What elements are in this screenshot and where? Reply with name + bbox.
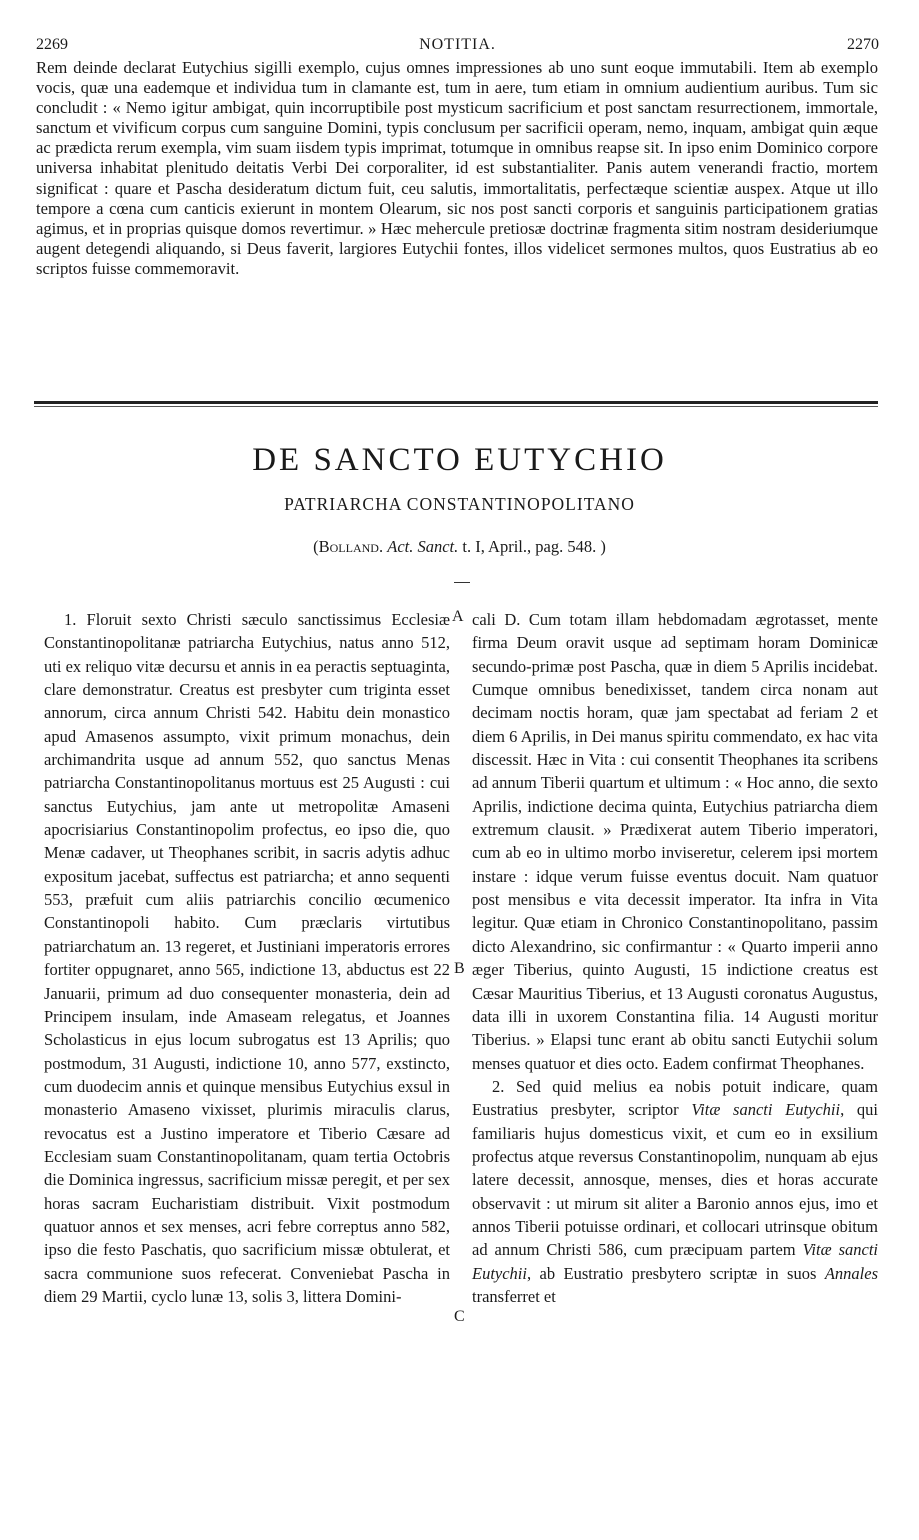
running-title: NOTITIA. [419, 36, 496, 53]
paragraph-2 [472, 1075, 878, 1308]
paragraph-2-text-c: , ab Eustratio presbytero scriptæ in suos [526, 1263, 825, 1283]
paragraph-2-text-a: 2. Sed quid melius ea nobis potuit indicare, quam Eustratius presbyter, scriptor [472, 1076, 878, 1120]
paragraph-1-continued: cali D. Cum totam illam hebdomadam ægrotasset, mente firma Deum oravit usque ad septimam horam Dominicæ secundo-primæ post Pascha, quæ in diem 5 Aprilis incidebat. Cumque omnibus benedixisset, tandem circa nonam aut decimam noctis horam, quæ jam spectabat ad feriam 2 et diem 6 Aprilis, in Dei manus spiritu commendato, ex hac vita discessit. Hæc in Vita : cui consentit Theophanes ita scribens ad annum Tiberii quartum et ultimum : « Hoc anno, die sexto Aprilis, indictione decima quinta, Eutychius patriarcha diem extremum clausit. » Prædixerat autem Tiberio imperatori, cum ab eo in ultimo morbo inviseretur, celerem ipsi mortem instare : idque verum fuisse eventus docuit. Nam quatuor post mensibus e vita decessit imperator. Ita infra in Vita legitur. Quæ etiam in Chronico Constantinopolitano, passim dicto Alexandrino, sic confirmantur : « Quarto imperii anno æger Tiberius, quinto Augusti, 15 indictione creatus est Cæsar Mauritius Tiberius, et 13 Augusti coronatus Augustus, data illi in uxorem Constantina filia. 14 Augusti moritur Tiberius. » Elapsi tunc erant ab obitu sancti Eutychii solum menses quatuor et dies octo. Eadem confirmat Theophanes. [472, 610, 879, 1073]
margin-marker-c: C [454, 1308, 465, 1325]
left-column [44, 608, 450, 1308]
short-rule [454, 582, 470, 583]
annales-italic: Annales [824, 1263, 878, 1283]
work-title-italic: Vitæ sancti Eutychii [691, 1100, 841, 1120]
ref-author: Bolland. [318, 537, 384, 556]
work-title-italic-2: Vitæ sancti Eutychii [472, 1240, 878, 1283]
source-reference [0, 537, 919, 557]
margin-marker-b: B [454, 960, 465, 977]
paragraph-2-text-b: , qui familiaris hujus domesticus vixit, et cum eo in exsilium profectus atque reversus Constantinopolim, nunquam ab ejus latere decessit, annosque, menses, dies et horas accurate observavit : ut mirum sit aliter a Baronio annos ejus, imo et annos Tiberii potuisse ordinari, et collocari utrinsque obitum ad annum Christi 586, cum præcipuam partem [472, 1100, 879, 1260]
continued-paragraph: Rem deinde declarat Eutychius sigilli exemplo, cujus omnes impressiones ab uno sunt eoque immutabili. Item ab exemplo vocis, quæ una eademque et individua tum in clamante est, tum in aere, tum etiam in omnium audientium auribus. Tum sic concludit : « Nemo igitur ambigat, quin incorruptibile post mysticum sacrificium et post sanctam resurrectionem, immortale, sanctum et vivificum corpus cum sanguine Domini, typis conclusum per sacrificii operam, nemo, inquam, ambigat quin æque ac prædicta rerum exempla, vim suam iisdem typis imprimat, totumque in omnibus reapse sit. In ipso enim Dominico corpore universa inhabitat plenitudo deitatis Verbi Dei corporaliter, id est substantialiter. Panis autem venerandi fractio, mortem significat : quare et Pascha desideratum dictum fuit, ceu salutis, immortalitatis, perfectæque scientiæ auspex. Atque ut illo tempore a cœna cum canticis exierunt in montem Olearum, sic nos post sancti corporis et sanguinis participationem gratias agimus, et in proprias quisque domos revertimur. » Hæc mehercule pretiosæ doctrinæ fragmenta sitim nostram desideriumque augent detegendi aliquando, si Deus faverit, largiores Eutychii fontes, illos videlicet sermones multos, quos Eustratius ab eo scriptos fuisse commemoravit. [36, 58, 878, 278]
ref-open: ( [313, 537, 319, 556]
section-divider [34, 401, 878, 404]
running-header [36, 36, 879, 58]
margin-marker-a: A [452, 608, 464, 625]
right-page-number: 2270 [847, 36, 879, 53]
paragraph-2-text-d: transferret et [472, 1286, 556, 1306]
right-column [472, 608, 878, 1308]
ref-work: Act. Sanct. [387, 537, 459, 556]
left-page-number: 2269 [36, 36, 68, 53]
ref-rest: t. I, April., pag. 548. ) [458, 537, 606, 556]
article-subtitle: PATRIARCHA CONSTANTINOPOLITANO [284, 494, 635, 514]
article-title: DE SANCTO EUTYCHIO [252, 442, 667, 478]
paragraph-1: 1. Floruit sexto Christi sæculo sanctissimus Ecclesiæ Constantinopolitanæ patriarcha Eutychius, natus anno 512, uti ex reliquo vitæ decursu et annis in ea peractis septuaginta, clare demonstratur. Creatus est presbyter cum triginta esset annorum, circa annum Christi 542. Habitu dein monastico apud Amasenos assumpto, vixit primum monachus, dein archimandrita usque ad annum 552, quo sanctus Menas patriarcha Constantinopolitanus mortuus est 25 Augusti : cui sanctus Eutychius, jam ante ut metropolitæ Amaseni apocrisiarius Constantinopolim profectus, eo ipso die, quo Menæ cadaver, ut Theophanes scribit, in sacris adytis adhuc expositum jacebat, suffectus est patriarcha; et anno sequenti 553, præfuit cum aliis patriarchis concilio œcumenico Constantinopoli habito. Cum præclaris virtutibus patriarchatum an. 13 regeret, et Justiniani imperatoris errores fortiter oppugnaret, anno 565, indictione 13, abductus est 22 Januarii, primum ad duo consequenter monasteria, dein ad Principem insulam, inde Amaseam relegatus, et Joannes Scholasticus in ejus locum subrogatus est 13 Aprilis; quo postmodum, 31 Augusti, indictione 10, anno 577, exstincto, cum duodecim annis et quinque mensibus Eutychius exsul in monasterio Amaseno vixisset, plurimis miraculis clarus, revocatus est a Justino imperatore et Tiberio Cæsare ad Ecclesiam suam Constantinopolitanam, quam tertia Octobris die Dominica ingressus, sacrificium missæ peregit, et per sex horas sacram Eucharistiam distribuit. Vixit postmodum quatuor annos et sex menses, acri febre correptus anno 582, ipso die festo Paschatis, quo sacrificium missæ obtulerat, et sacra communione suos refecerat. Conveniebat Pascha in diem 29 Martii, cyclo lunæ 13, solis 3, littera Domini- [44, 610, 450, 1306]
